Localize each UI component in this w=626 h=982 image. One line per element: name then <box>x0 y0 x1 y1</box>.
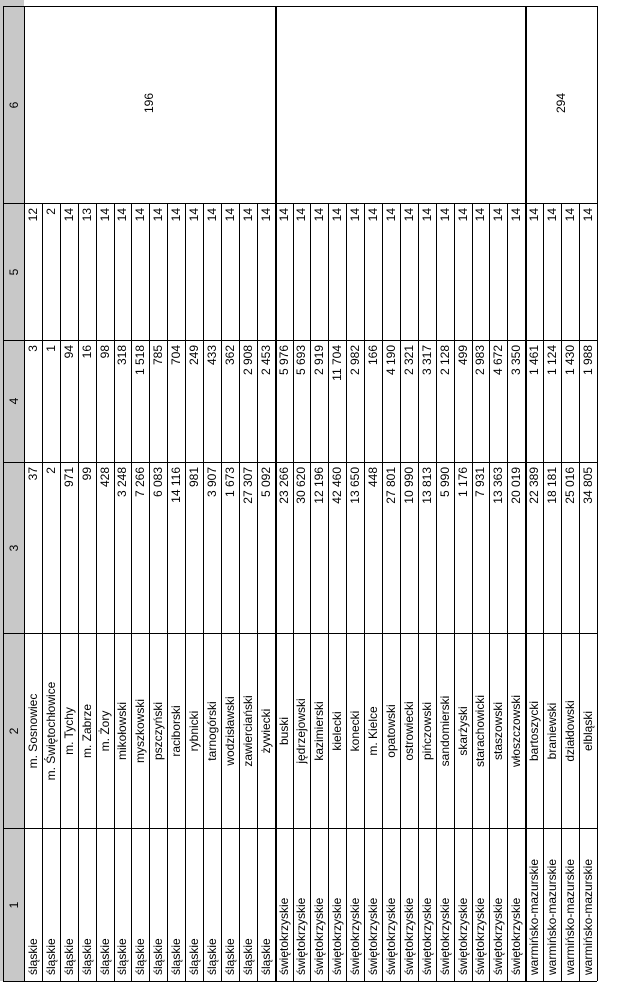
table-cell: 785 <box>151 345 166 366</box>
table-cell: 14 <box>491 208 506 222</box>
table-cell: śląskie <box>133 938 148 975</box>
table-cell: 14 <box>437 208 452 222</box>
table-cell: 2 982 <box>348 345 363 376</box>
grid-line <box>364 203 365 981</box>
table-cell: warmińsko-mazurskie <box>562 858 577 975</box>
table-cell: pińczowski <box>419 701 434 760</box>
table-cell: śląskie <box>169 938 184 975</box>
table-cell: 13 <box>79 208 94 222</box>
table-cell: 13 813 <box>419 467 434 504</box>
table-cell: sandomierski <box>437 695 452 766</box>
table-cell: 2 919 <box>312 345 327 376</box>
table-cell: świętokrzyskie <box>437 897 452 975</box>
table-cell: 20 019 <box>509 467 524 504</box>
table-cell: 3 248 <box>115 467 130 498</box>
table-cell: 2 983 <box>473 345 488 376</box>
table-cell: 981 <box>187 467 202 488</box>
table-cell: 14 <box>169 208 184 222</box>
table-cell: warmińsko-mazurskie <box>580 858 595 975</box>
table-cell: jędrzejowski <box>294 697 309 764</box>
grid-line <box>96 203 97 981</box>
column-header-2: 2 <box>6 727 21 734</box>
table-cell: 166 <box>366 345 381 366</box>
table-cell: 14 <box>258 208 273 222</box>
table-cell: 318 <box>115 345 130 366</box>
table-cell: śląskie <box>240 938 255 975</box>
table-cell: m. Żory <box>97 710 112 751</box>
table-cell: włoszczowski <box>509 694 524 767</box>
grid-line <box>579 203 580 981</box>
table-cell: śląskie <box>204 938 219 975</box>
grid-line <box>3 203 597 204</box>
table-cell: 6 083 <box>151 467 166 498</box>
table-cell: 37 <box>25 467 40 481</box>
grid-line <box>346 203 347 981</box>
table-cell: 1 <box>43 345 58 352</box>
table-cell: 1 430 <box>562 345 577 376</box>
table-cell: konecki <box>348 710 363 751</box>
table-cell: 1 461 <box>527 345 542 376</box>
table-cell: tarnogórski <box>204 700 219 761</box>
table-cell: warmińsko-mazurskie <box>527 858 542 975</box>
table-cell: m. Tychy <box>61 706 76 755</box>
table-cell: świętokrzyskie <box>366 897 381 975</box>
table-cell: 2 128 <box>437 345 452 376</box>
grid-line <box>597 6 598 981</box>
grid-line <box>3 340 597 341</box>
grid-line <box>472 203 473 981</box>
table-cell: 34 805 <box>580 467 595 504</box>
table-cell: 18 181 <box>545 467 560 504</box>
grid-line <box>489 203 490 981</box>
table-cell: śląskie <box>187 938 202 975</box>
table-cell: buski <box>276 716 291 745</box>
table-cell: 14 <box>401 208 416 222</box>
table-cell: 14 <box>562 208 577 222</box>
table-cell: m. Świętochłowice <box>43 681 58 780</box>
table-cell: 3 907 <box>204 467 219 498</box>
grid-line <box>310 203 311 981</box>
table-cell: 5 976 <box>276 345 291 376</box>
grid-line <box>42 203 43 981</box>
grid-line <box>3 633 597 634</box>
grid-line <box>328 203 329 981</box>
table-cell: raciborski <box>169 704 184 757</box>
table-cell: 362 <box>222 345 237 366</box>
table-cell: 14 <box>133 208 148 222</box>
table-cell: kazimierski <box>312 700 327 761</box>
table-cell: śląskie <box>97 938 112 975</box>
grid-line <box>561 203 562 981</box>
table-cell: świętokrzyskie <box>491 897 506 975</box>
grid-line <box>436 203 437 981</box>
table-cell: 14 <box>204 208 219 222</box>
grid-line <box>78 203 79 981</box>
table-cell: 94 <box>61 345 76 359</box>
table-cell: 1 176 <box>455 467 470 498</box>
table-cell: mikołowski <box>115 701 130 760</box>
table-cell: świętokrzyskie <box>509 897 524 975</box>
grid-line <box>507 203 508 981</box>
table-cell: 448 <box>366 467 381 488</box>
table-cell: 14 <box>330 208 345 222</box>
table-cell: świętokrzyskie <box>455 897 470 975</box>
table-cell: śląskie <box>151 938 166 975</box>
table-cell: 25 016 <box>562 467 577 504</box>
group-total: 294 <box>554 92 568 114</box>
grid-line <box>131 203 132 981</box>
table-cell: 42 460 <box>330 467 345 504</box>
table-cell: 27 307 <box>240 467 255 504</box>
table-cell: elbląski <box>580 710 595 751</box>
table-cell: 3 <box>25 345 40 352</box>
table-cell: 14 <box>509 208 524 222</box>
table-cell: żywiecki <box>258 708 273 753</box>
table-cell: 16 <box>79 345 94 359</box>
table-cell: śląskie <box>222 938 237 975</box>
table-cell: 499 <box>455 345 470 366</box>
grid-line <box>3 462 597 463</box>
table-cell: 14 <box>276 208 291 222</box>
table-cell: 14 <box>222 208 237 222</box>
table-cell: 704 <box>169 345 184 366</box>
table-cell: świętokrzyskie <box>276 897 291 975</box>
grid-line <box>3 6 4 981</box>
table-cell: 7 931 <box>473 467 488 498</box>
table-cell: m. Sosnowiec <box>25 693 40 768</box>
table-cell: 5 990 <box>437 467 452 498</box>
column-header-4: 4 <box>6 397 21 405</box>
table-cell: 14 <box>545 208 560 222</box>
table-cell: 14 <box>366 208 381 222</box>
table-cell: 971 <box>61 467 76 488</box>
table-cell: 1 518 <box>133 345 148 376</box>
grid-line <box>400 203 401 981</box>
grid-line <box>382 203 383 981</box>
grid-line <box>203 203 204 981</box>
table-cell: 14 <box>455 208 470 222</box>
table-cell: 99 <box>79 467 94 481</box>
table-cell: 23 266 <box>276 467 291 504</box>
table-cell: 14 <box>240 208 255 222</box>
table-cell: 14 <box>383 208 398 222</box>
table-cell: świętokrzyskie <box>401 897 416 975</box>
grid-line <box>418 203 419 981</box>
table-cell: pszczyński <box>151 701 166 760</box>
table-cell: m. Kielce <box>366 705 381 756</box>
table-cell: ostrowiecki <box>401 700 416 761</box>
table-cell: 14 <box>187 208 202 222</box>
table-cell: 14 <box>348 208 363 222</box>
column-header-5: 5 <box>6 268 21 275</box>
table-cell: 13 650 <box>348 467 363 504</box>
table-cell: 27 801 <box>383 467 398 504</box>
table-cell: 14 <box>312 208 327 222</box>
table-cell: 7 266 <box>133 467 148 498</box>
grid-line <box>454 203 455 981</box>
grid-line <box>114 203 115 981</box>
grid-line <box>3 6 597 7</box>
table-cell: 3 350 <box>509 345 524 376</box>
table-cell: 22 389 <box>527 467 542 504</box>
table-cell: śląskie <box>258 938 273 975</box>
table-cell: 11 704 <box>330 345 345 381</box>
table-cell: 1 988 <box>580 345 595 376</box>
table-cell: 12 196 <box>312 467 327 504</box>
grid-line <box>24 6 25 981</box>
table-cell: 2 908 <box>240 345 255 376</box>
table-cell: śląskie <box>115 938 130 975</box>
table-cell: świętokrzyskie <box>348 897 363 975</box>
table-cell: świętokrzyskie <box>383 897 398 975</box>
column-header-1: 1 <box>6 901 21 908</box>
grid-line <box>543 203 544 981</box>
table-cell: 14 <box>419 208 434 222</box>
table-cell: 14 <box>527 208 542 222</box>
table-cell: 14 <box>97 208 112 222</box>
table-cell: 2 <box>43 208 58 215</box>
table-cell: warmińsko-mazurskie <box>545 858 560 975</box>
table-cell: 2 321 <box>401 345 416 376</box>
table-cell: 4 672 <box>491 345 506 376</box>
table-cell: 98 <box>97 345 112 359</box>
table-cell: 2 453 <box>258 345 273 376</box>
table-cell: śląskie <box>25 938 40 975</box>
table-cell: starachowicki <box>473 694 488 767</box>
table-cell: 30 620 <box>294 467 309 504</box>
table-cell: 14 <box>61 208 76 222</box>
grid-line <box>293 203 294 981</box>
table-cell: 14 <box>151 208 166 222</box>
table-cell: śląskie <box>61 938 76 975</box>
table-cell: 2 <box>43 467 58 474</box>
table-cell: 428 <box>97 467 112 488</box>
table-cell: 1 673 <box>222 467 237 498</box>
table-cell: śląskie <box>79 938 94 975</box>
table-cell: myszkowski <box>133 698 148 763</box>
table-cell: 1 124 <box>545 345 560 376</box>
table-cell: 249 <box>187 345 202 366</box>
group-total: 196 <box>142 92 157 114</box>
table-cell: zawierciański <box>240 694 255 767</box>
table-cell: kielecki <box>330 710 345 751</box>
table-cell: świętokrzyskie <box>294 897 309 975</box>
column-header-3: 3 <box>6 544 21 551</box>
table-cell: skarżyski <box>455 705 470 756</box>
table-cell: 13 363 <box>491 467 506 504</box>
table-cell: rybnicki <box>187 710 202 751</box>
table-cell: 14 116 <box>169 467 184 503</box>
table-cell: 14 <box>115 208 130 222</box>
table-cell: opatowski <box>383 703 398 758</box>
table-cell: 14 <box>580 208 595 222</box>
table-cell: świętokrzyskie <box>312 897 327 975</box>
table-cell: świętokrzyskie <box>419 897 434 975</box>
table-cell: 5 092 <box>258 467 273 498</box>
table-cell: braniewski <box>545 702 560 759</box>
table-cell: m. Zabrze <box>79 703 94 758</box>
grid-line <box>60 203 61 981</box>
table-cell: 433 <box>204 345 219 366</box>
grid-line <box>167 203 168 981</box>
table-cell: 4 190 <box>383 345 398 376</box>
table-cell: 5 693 <box>294 345 309 376</box>
table-cell: wodzisławski <box>222 695 237 766</box>
grid-line <box>185 203 186 981</box>
table-cell: 14 <box>473 208 488 222</box>
table-cell: śląskie <box>43 938 58 975</box>
grid-line <box>239 203 240 981</box>
grid-line <box>257 203 258 981</box>
table-cell: świętokrzyskie <box>330 897 345 975</box>
table-cell: 3 317 <box>419 345 434 376</box>
table-cell: 10 990 <box>401 467 416 504</box>
grid-line <box>221 203 222 981</box>
table-cell: 12 <box>25 208 40 222</box>
grid-line <box>3 828 597 829</box>
table-cell: bartoszycki <box>527 700 542 761</box>
table-cell: staszowski <box>491 701 506 760</box>
grid-line <box>149 203 150 981</box>
table-cell: działdowski <box>562 699 577 762</box>
table-cell: 14 <box>294 208 309 222</box>
table-cell: świętokrzyskie <box>473 897 488 975</box>
column-header-6: 6 <box>6 101 21 108</box>
